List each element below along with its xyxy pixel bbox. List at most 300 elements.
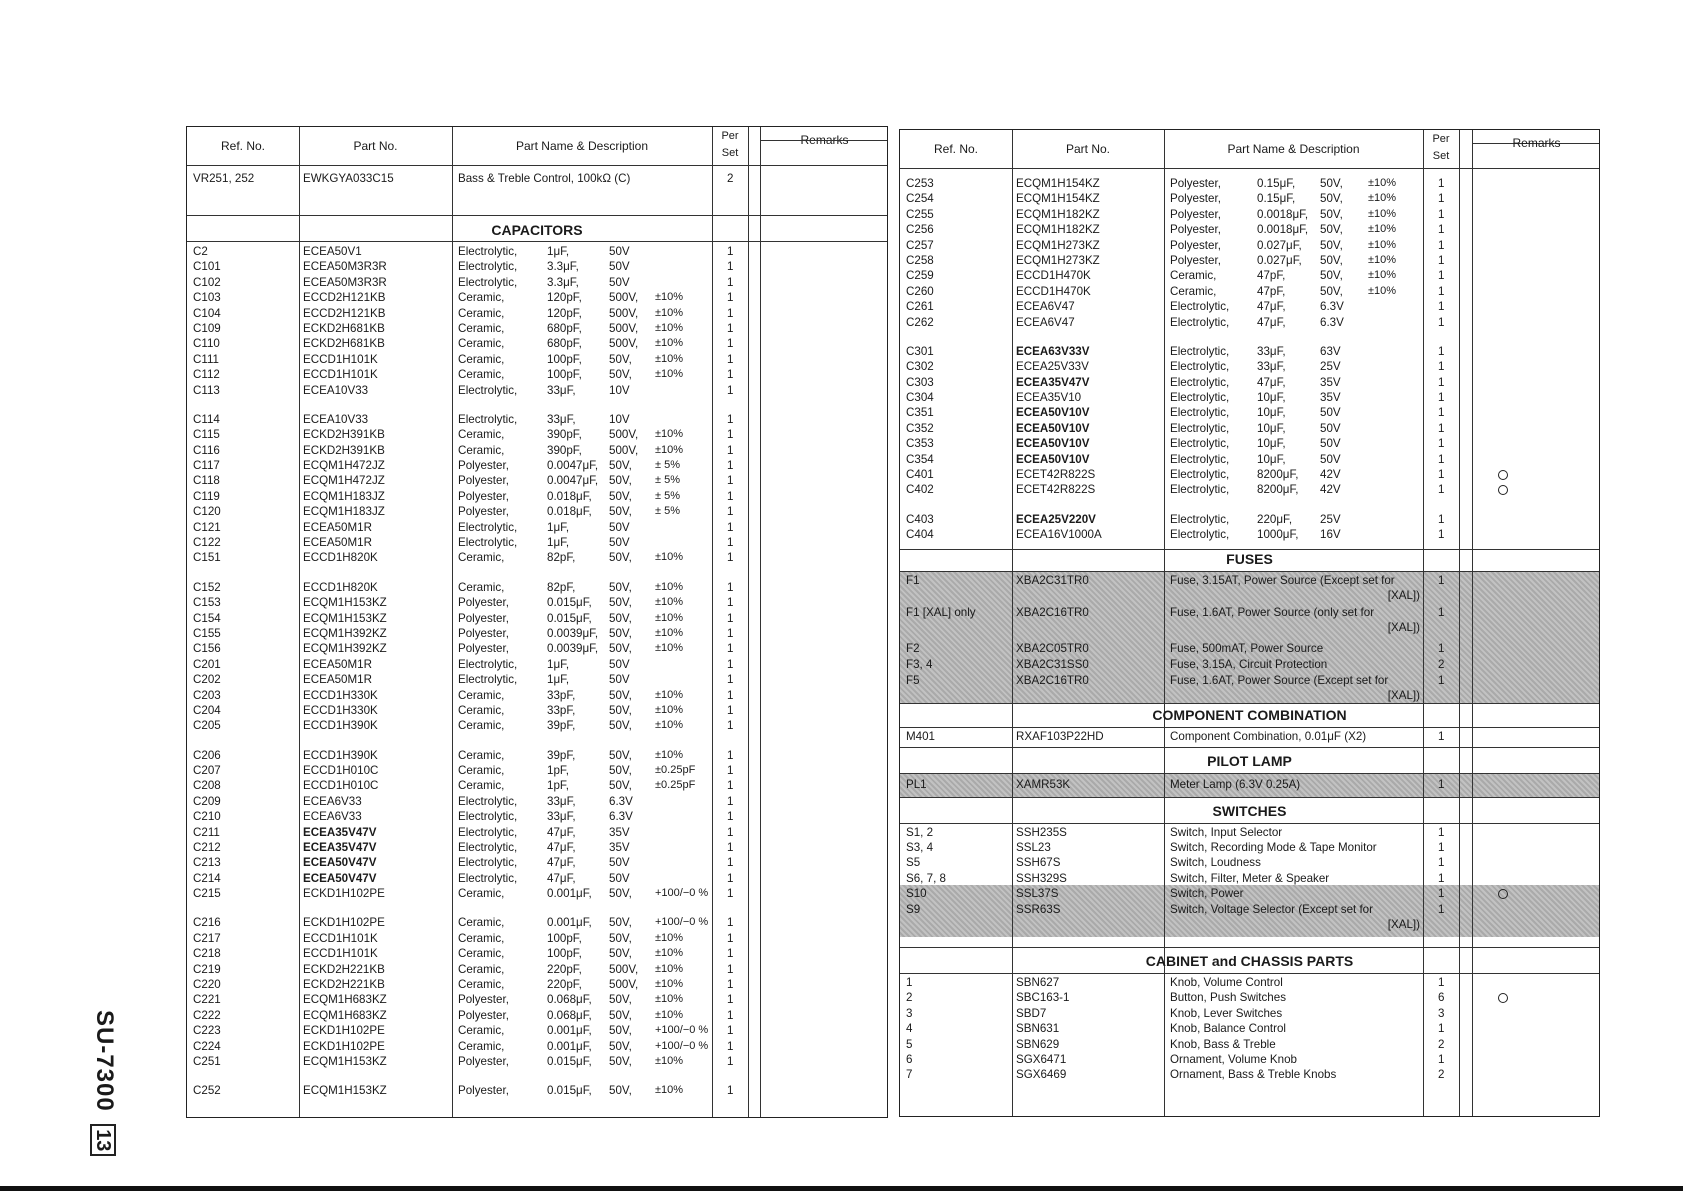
qty-cell: 1 bbox=[727, 840, 734, 854]
part-no-cell: ECEA50V10V bbox=[1016, 421, 1090, 435]
part-no-cell: ECCD1H470K bbox=[1016, 269, 1091, 283]
description-cell: Bass & Treble Control, 100kΩ (C) bbox=[458, 172, 631, 185]
qty-cell: 1 bbox=[727, 688, 734, 702]
description-line: [XAL]) bbox=[1387, 588, 1420, 602]
ref-no-cell: F3, 4 bbox=[906, 657, 933, 671]
desc-type-cell: Electrolytic, bbox=[1170, 468, 1230, 482]
desc-value-cell: 3.3μF, bbox=[547, 275, 579, 289]
ref-no-cell: C110 bbox=[193, 337, 220, 351]
description-cell bbox=[1170, 902, 1420, 932]
description-line: Switch, Power bbox=[1170, 887, 1244, 901]
part-no-cell: SSL37S bbox=[1016, 887, 1059, 901]
part-no-cell: ECEA16V1000A bbox=[1016, 528, 1102, 542]
desc-type-cell: Ceramic, bbox=[458, 368, 505, 382]
desc-type-cell: Polyester, bbox=[1170, 223, 1221, 237]
desc-value-cell: 33μF, bbox=[1257, 360, 1286, 374]
table-row bbox=[900, 222, 1599, 237]
description-line: Fuse, 3.15A, Circuit Protection bbox=[1170, 657, 1328, 671]
ref-no-cell: C261 bbox=[906, 300, 934, 314]
ref-no-cell: C209 bbox=[193, 794, 221, 808]
part-no-cell: ECCD1H101K bbox=[303, 368, 378, 382]
desc-tolerance-cell: ±10% bbox=[655, 748, 684, 761]
qty-cell: 1 bbox=[727, 520, 734, 534]
qty-cell: 1 bbox=[727, 810, 734, 824]
qty-cell: 1 bbox=[1438, 344, 1445, 358]
left-parts-table bbox=[186, 126, 888, 1118]
desc-type-cell: Electrolytic, bbox=[458, 536, 518, 550]
desc-value-cell: 0.0039μF, bbox=[547, 626, 599, 640]
table-row bbox=[187, 931, 887, 946]
ref-no-cell: S6, 7, 8 bbox=[906, 871, 946, 885]
part-no-cell: ECEA50M1R bbox=[303, 673, 372, 687]
part-no-cell: XAMR53K bbox=[1016, 777, 1071, 791]
ref-no-cell: F1 [XAL] only bbox=[906, 605, 976, 619]
desc-type-cell: Electrolytic, bbox=[458, 840, 518, 854]
part-no-cell: EWKGYA033C15 bbox=[303, 172, 394, 185]
qty-cell: 1 bbox=[1438, 871, 1445, 885]
ref-no-cell: C101 bbox=[193, 260, 221, 274]
desc-value-cell: 0.0018μF, bbox=[1257, 223, 1309, 237]
desc-tolerance-cell: ± 5% bbox=[655, 489, 680, 502]
desc-value-cell: 47μF, bbox=[1257, 300, 1286, 314]
qty-cell: 1 bbox=[727, 1008, 734, 1022]
ref-no-cell: 1 bbox=[906, 975, 913, 989]
table-row bbox=[187, 489, 887, 504]
desc-type-cell: Electrolytic, bbox=[1170, 528, 1230, 542]
qty-cell: 1 bbox=[1438, 777, 1445, 791]
desc-type-cell: Ceramic, bbox=[458, 337, 505, 351]
desc-voltage-cell: 50V bbox=[609, 536, 630, 550]
section-fuses: FUSES bbox=[1226, 550, 1273, 567]
desc-value-cell: 0.015μF, bbox=[547, 1055, 592, 1069]
ref-no-cell: C207 bbox=[193, 763, 221, 777]
qty-cell: 1 bbox=[1438, 391, 1445, 405]
desc-value-cell: 33μF, bbox=[547, 383, 576, 397]
table-row bbox=[900, 1067, 1599, 1082]
qty-cell: 1 bbox=[1438, 452, 1445, 466]
qty-cell: 1 bbox=[727, 947, 734, 961]
header-set: Set bbox=[1432, 150, 1450, 162]
part-no-cell: ECQM1H153KZ bbox=[303, 1084, 387, 1098]
part-no-cell: ECCD1H470K bbox=[1016, 284, 1091, 298]
desc-value-cell: 47μF, bbox=[547, 856, 576, 870]
desc-tolerance-cell: ±10% bbox=[655, 703, 684, 716]
desc-voltage-cell: 50V, bbox=[609, 368, 632, 382]
table-row bbox=[900, 482, 1599, 497]
header-per: Per bbox=[1432, 133, 1450, 145]
ref-no-cell: C121 bbox=[193, 520, 221, 534]
part-no-cell: ECEA25V33V bbox=[1016, 360, 1089, 374]
qty-cell: 1 bbox=[1438, 284, 1445, 298]
ref-no-cell: 2 bbox=[906, 991, 913, 1005]
qty-cell: 1 bbox=[727, 916, 734, 930]
description-cell bbox=[1170, 886, 1420, 901]
table-row bbox=[900, 825, 1599, 840]
ref-no-cell: C202 bbox=[193, 673, 221, 687]
ref-no-cell: S5 bbox=[906, 856, 921, 870]
qty-cell: 1 bbox=[1438, 207, 1445, 221]
description-cell bbox=[1170, 840, 1420, 855]
qty-cell: 1 bbox=[727, 459, 734, 473]
table-row bbox=[900, 176, 1599, 191]
part-no-cell: ECEA50V10V bbox=[1016, 437, 1090, 451]
ref-no-cell: F2 bbox=[906, 641, 920, 655]
qty-cell: 1 bbox=[1438, 512, 1445, 526]
table-row bbox=[900, 315, 1599, 330]
desc-voltage-cell: 50V, bbox=[1320, 269, 1343, 283]
qty-cell: 1 bbox=[727, 703, 734, 717]
qty-cell: 1 bbox=[1438, 223, 1445, 237]
desc-voltage-cell: 35V bbox=[609, 825, 630, 839]
desc-value-cell: 1μF, bbox=[547, 673, 570, 687]
desc-type-cell: Ceramic, bbox=[458, 428, 505, 442]
description-cell: Meter Lamp (6.3V 0.25A) bbox=[1170, 777, 1301, 791]
table-row bbox=[187, 657, 887, 672]
desc-tolerance-cell: ±10% bbox=[655, 931, 684, 944]
ref-no-cell: C403 bbox=[906, 512, 934, 526]
desc-value-cell: 47μF, bbox=[547, 840, 576, 854]
desc-voltage-cell: 42V bbox=[1320, 468, 1341, 482]
desc-tolerance-cell: ±10% bbox=[1368, 177, 1397, 189]
desc-value-cell: 0.068μF, bbox=[547, 1008, 592, 1022]
table-row bbox=[187, 688, 887, 703]
desc-value-cell: 1pF, bbox=[547, 763, 569, 777]
desc-type-cell: Electrolytic, bbox=[458, 871, 518, 885]
part-no-cell: ECKD1H102PE bbox=[303, 916, 385, 930]
desc-voltage-cell: 50V, bbox=[609, 947, 632, 961]
part-no-cell: ECEA6V47 bbox=[1016, 300, 1075, 314]
part-no-cell: ECEA25V220V bbox=[1016, 512, 1096, 526]
ref-no-cell: C152 bbox=[193, 580, 221, 594]
model-page-label bbox=[88, 1010, 118, 1160]
part-no-cell: ECQM1H273KZ bbox=[1016, 254, 1100, 267]
desc-tolerance-cell: ±10% bbox=[655, 596, 684, 609]
table-row bbox=[187, 595, 887, 610]
table-row bbox=[900, 436, 1599, 451]
desc-value-cell: 0.027μF, bbox=[1257, 254, 1302, 267]
ref-no-cell: C352 bbox=[906, 421, 934, 435]
section-component-combination: COMPONENT COMBINATION bbox=[1152, 706, 1347, 723]
ref-no-cell: C217 bbox=[193, 931, 221, 945]
desc-voltage-cell: 500V, bbox=[609, 443, 639, 457]
desc-type-cell: Ceramic, bbox=[458, 748, 505, 762]
part-no-cell: ECCD1H820K bbox=[303, 551, 378, 565]
part-no-cell: ECEA50V10V bbox=[1016, 406, 1090, 420]
desc-type-cell: Polyester, bbox=[458, 1084, 509, 1098]
qty-cell: 1 bbox=[1438, 641, 1445, 655]
desc-tolerance-cell: ±10% bbox=[1368, 238, 1397, 251]
part-no-cell: ECKD2H391KB bbox=[303, 443, 385, 457]
right-parts-table bbox=[899, 129, 1600, 1117]
part-no-cell: ECCD1H101K bbox=[303, 352, 378, 366]
desc-type-cell: Ceramic, bbox=[458, 763, 505, 777]
desc-type-cell: Ceramic, bbox=[458, 947, 505, 961]
ref-no-cell: C204 bbox=[193, 703, 221, 717]
desc-type-cell: Polyester, bbox=[1170, 192, 1221, 206]
part-no-cell: XBA2C05TR0 bbox=[1016, 641, 1089, 655]
desc-tolerance-cell: ±10% bbox=[655, 368, 684, 381]
qty-cell: 3 bbox=[1438, 1006, 1445, 1020]
remark-circle-icon bbox=[1498, 993, 1508, 1003]
ref-no-cell: C254 bbox=[906, 192, 934, 206]
fuse-row bbox=[900, 605, 1599, 635]
part-no-cell: ECQM1H472JZ bbox=[303, 474, 385, 488]
desc-value-cell: 390pF, bbox=[547, 428, 582, 442]
qty-cell: 1 bbox=[727, 428, 734, 442]
desc-value-cell: 33pF, bbox=[547, 688, 576, 702]
ref-no-cell: C212 bbox=[193, 840, 221, 854]
table-row bbox=[187, 520, 887, 535]
ref-no-cell: M401 bbox=[906, 729, 936, 743]
desc-type-cell: Electrolytic, bbox=[458, 275, 518, 289]
desc-type-cell: Electrolytic, bbox=[1170, 375, 1230, 389]
header-per: Per bbox=[721, 130, 739, 142]
ref-no-cell: C103 bbox=[193, 291, 221, 305]
desc-voltage-cell: 500V, bbox=[609, 978, 639, 992]
table-row bbox=[187, 946, 887, 961]
description-line: [XAL]) bbox=[1387, 620, 1420, 634]
desc-tolerance-cell: ±10% bbox=[655, 978, 684, 991]
table-row bbox=[187, 855, 887, 870]
table-row bbox=[187, 412, 887, 427]
desc-tolerance-cell: +100/−0 % bbox=[655, 1039, 709, 1052]
desc-type-cell: Electrolytic, bbox=[1170, 452, 1230, 466]
desc-value-cell: 0.001μF, bbox=[547, 1024, 592, 1038]
table-row bbox=[900, 840, 1599, 855]
desc-tolerance-cell: ±10% bbox=[655, 428, 684, 441]
part-no-cell: ECCD1H010C bbox=[303, 763, 379, 777]
table-row bbox=[900, 284, 1599, 299]
part-no-cell: SBD7 bbox=[1016, 1006, 1047, 1020]
ref-no-cell: C113 bbox=[193, 383, 220, 397]
desc-voltage-cell: 50V, bbox=[609, 352, 632, 366]
desc-type-cell: Polyester, bbox=[458, 642, 509, 656]
table-row bbox=[900, 467, 1599, 482]
desc-voltage-cell: 50V bbox=[1320, 421, 1341, 435]
desc-type-cell: Electrolytic, bbox=[1170, 421, 1230, 435]
part-no-cell: ECET42R822S bbox=[1016, 468, 1096, 482]
desc-value-cell: 39pF, bbox=[547, 748, 576, 762]
table-row bbox=[187, 825, 887, 840]
part-no-cell: SSH329S bbox=[1016, 871, 1067, 885]
desc-value-cell: 0.15μF, bbox=[1257, 177, 1296, 190]
ref-no-cell: C151 bbox=[193, 551, 221, 565]
desc-value-cell: 0.018μF, bbox=[547, 505, 592, 519]
ref-no-cell: S3, 4 bbox=[906, 840, 934, 854]
desc-type-cell: Ceramic, bbox=[458, 978, 505, 992]
ref-no-cell: C260 bbox=[906, 284, 934, 298]
table-row bbox=[900, 359, 1599, 374]
table-row bbox=[187, 504, 887, 519]
desc-type-cell: Ceramic, bbox=[458, 1024, 505, 1038]
table-row bbox=[900, 207, 1599, 222]
table-row bbox=[187, 550, 887, 565]
desc-voltage-cell: 50V, bbox=[609, 474, 632, 488]
description-line: Fuse, 1.6AT, Power Source (Except set for bbox=[1170, 673, 1389, 687]
qty-cell: 1 bbox=[1438, 902, 1445, 916]
desc-type-cell: Ceramic, bbox=[458, 719, 505, 733]
desc-value-cell: 390pF, bbox=[547, 443, 582, 457]
ref-no-cell: C354 bbox=[906, 452, 934, 466]
description-line: Switch, Filter, Meter & Speaker bbox=[1170, 871, 1330, 885]
desc-tolerance-cell: ±10% bbox=[655, 962, 684, 975]
desc-tolerance-cell: ±10% bbox=[655, 580, 684, 593]
part-no-cell: SBN631 bbox=[1016, 1022, 1060, 1036]
part-no-cell: ECEA6V47 bbox=[1016, 315, 1075, 329]
table-row bbox=[900, 527, 1599, 542]
desc-type-cell: Electrolytic, bbox=[1170, 512, 1230, 526]
part-no-cell: ECKD2H681KB bbox=[303, 337, 385, 351]
desc-tolerance-cell: ±10% bbox=[655, 1055, 684, 1068]
desc-type-cell: Electrolytic, bbox=[458, 794, 518, 808]
desc-type-cell: Polyester, bbox=[1170, 238, 1221, 252]
qty-cell: 1 bbox=[1438, 192, 1445, 206]
desc-voltage-cell: 42V bbox=[1320, 483, 1341, 497]
desc-voltage-cell: 500V, bbox=[609, 306, 639, 320]
part-no-cell: XBA2C31TR0 bbox=[1016, 573, 1089, 587]
desc-voltage-cell: 50V bbox=[1320, 406, 1341, 420]
desc-voltage-cell: 50V, bbox=[609, 1039, 632, 1053]
table-row bbox=[900, 975, 1599, 990]
desc-voltage-cell: 50V, bbox=[1320, 192, 1343, 206]
desc-voltage-cell: 50V, bbox=[1320, 207, 1343, 221]
desc-value-cell: 10μF, bbox=[1257, 406, 1286, 420]
ref-no-cell: VR251, 252 bbox=[193, 172, 255, 185]
desc-value-cell: 10μF, bbox=[1257, 437, 1286, 451]
qty-cell: 1 bbox=[727, 412, 734, 426]
qty-cell: 1 bbox=[727, 368, 734, 382]
table-row bbox=[900, 253, 1599, 268]
table-row bbox=[187, 641, 887, 656]
ref-no-cell: C251 bbox=[193, 1055, 221, 1069]
ref-no-cell: C116 bbox=[193, 443, 220, 457]
table-row bbox=[900, 886, 1599, 901]
table-row bbox=[900, 268, 1599, 283]
qty-cell: 1 bbox=[727, 642, 734, 656]
ref-no-cell: C205 bbox=[193, 719, 221, 733]
ref-no-cell: C2 bbox=[193, 245, 208, 258]
desc-value-cell: 47μF, bbox=[1257, 315, 1286, 329]
desc-tolerance-cell: ±10% bbox=[1368, 223, 1397, 236]
ref-no-cell: 7 bbox=[906, 1068, 913, 1082]
header-part-no: Part No. bbox=[353, 139, 398, 153]
ref-no-cell: C222 bbox=[193, 1008, 221, 1022]
description-line: Switch, Recording Mode & Tape Monitor bbox=[1170, 840, 1377, 854]
desc-tolerance-cell: ±10% bbox=[655, 1008, 684, 1021]
desc-voltage-cell: 35V bbox=[1320, 375, 1341, 389]
qty-cell: 1 bbox=[727, 1084, 734, 1098]
desc-type-cell: Ceramic, bbox=[458, 306, 505, 320]
desc-voltage-cell: 500V, bbox=[609, 428, 639, 442]
desc-value-cell: 47μF, bbox=[1257, 375, 1286, 389]
table-row bbox=[187, 703, 887, 718]
desc-value-cell: 3.3μF, bbox=[547, 260, 579, 274]
table-row bbox=[900, 390, 1599, 405]
table-row bbox=[900, 1052, 1599, 1067]
ref-no-cell: C404 bbox=[906, 528, 934, 542]
desc-type-cell: Ceramic, bbox=[458, 291, 505, 305]
part-no-cell: ECKD1H102PE bbox=[303, 1024, 385, 1038]
qty-cell: 1 bbox=[727, 719, 734, 733]
desc-voltage-cell: 50V, bbox=[609, 931, 632, 945]
qty-cell: 1 bbox=[727, 596, 734, 610]
part-no-cell: ECET42R822S bbox=[1016, 483, 1096, 497]
ref-no-cell: 3 bbox=[906, 1006, 913, 1020]
table-row bbox=[187, 171, 887, 186]
table-row bbox=[187, 458, 887, 473]
table-row bbox=[187, 580, 887, 595]
ref-no-cell: C401 bbox=[906, 468, 934, 482]
table-row bbox=[187, 748, 887, 763]
ref-no-cell: C120 bbox=[193, 505, 221, 519]
desc-voltage-cell: 50V, bbox=[609, 779, 632, 793]
part-no-cell: ECCD1H820K bbox=[303, 580, 378, 594]
ref-no-cell: C257 bbox=[906, 238, 934, 252]
qty-cell: 1 bbox=[1438, 375, 1445, 389]
table-row bbox=[900, 855, 1599, 870]
desc-value-cell: 10μF, bbox=[1257, 391, 1286, 405]
desc-value-cell: 100pF, bbox=[547, 931, 582, 945]
part-no-cell: SBC163-1 bbox=[1016, 991, 1070, 1005]
desc-voltage-cell: 50V, bbox=[609, 916, 632, 930]
ref-no-cell: C154 bbox=[193, 611, 221, 625]
desc-voltage-cell: 50V, bbox=[609, 993, 632, 1007]
ref-no-cell: C111 bbox=[193, 352, 219, 366]
table-row bbox=[187, 962, 887, 977]
desc-tolerance-cell: ±10% bbox=[1368, 192, 1397, 205]
table-row bbox=[900, 1037, 1599, 1052]
part-no-cell: ECQM1H182KZ bbox=[1016, 207, 1100, 221]
table-row bbox=[187, 886, 887, 901]
desc-value-cell: 0.015μF, bbox=[547, 611, 592, 625]
qty-cell: 1 bbox=[727, 779, 734, 793]
table-row bbox=[187, 915, 887, 930]
desc-voltage-cell: 50V bbox=[609, 260, 630, 274]
description-line: Switch, Loudness bbox=[1170, 856, 1261, 870]
ref-no-cell: C220 bbox=[193, 978, 221, 992]
desc-value-cell: 1μF, bbox=[547, 520, 570, 534]
qty-cell: 1 bbox=[1438, 406, 1445, 420]
ref-no-cell: C304 bbox=[906, 391, 934, 405]
part-no-cell: ECEA50V1 bbox=[303, 245, 362, 258]
table-row bbox=[900, 1006, 1599, 1021]
desc-value-cell: 1μF, bbox=[547, 536, 570, 550]
desc-type-cell: Electrolytic, bbox=[458, 825, 518, 839]
desc-tolerance-cell: ±10% bbox=[655, 291, 684, 304]
ref-no-cell: C253 bbox=[906, 177, 934, 190]
desc-value-cell: 220pF, bbox=[547, 978, 582, 992]
desc-type-cell: Electrolytic, bbox=[1170, 300, 1230, 314]
qty-cell: 1 bbox=[727, 657, 734, 671]
model-number: SU-7300 bbox=[91, 1010, 118, 1112]
table-row bbox=[900, 238, 1599, 253]
desc-value-cell: 0.018μF, bbox=[547, 489, 592, 503]
desc-voltage-cell: 50V, bbox=[609, 642, 632, 656]
part-no-cell: SGX6471 bbox=[1016, 1052, 1067, 1066]
desc-voltage-cell: 50V bbox=[609, 520, 630, 534]
description-cell: Knob, Balance Control bbox=[1170, 1022, 1287, 1036]
ref-no-cell: C119 bbox=[193, 489, 220, 503]
table-row bbox=[187, 275, 887, 290]
ref-no-cell: C303 bbox=[906, 375, 934, 389]
desc-value-cell: 0.15μF, bbox=[1257, 192, 1296, 206]
description-line: Fuse, 1.6AT, Power Source (only set for bbox=[1170, 605, 1375, 619]
ref-no-cell: C224 bbox=[193, 1039, 221, 1053]
desc-value-cell: 39pF, bbox=[547, 719, 576, 733]
desc-voltage-cell: 50V, bbox=[609, 1008, 632, 1022]
desc-value-cell: 33pF, bbox=[547, 703, 576, 717]
desc-voltage-cell: 50V bbox=[609, 871, 630, 885]
